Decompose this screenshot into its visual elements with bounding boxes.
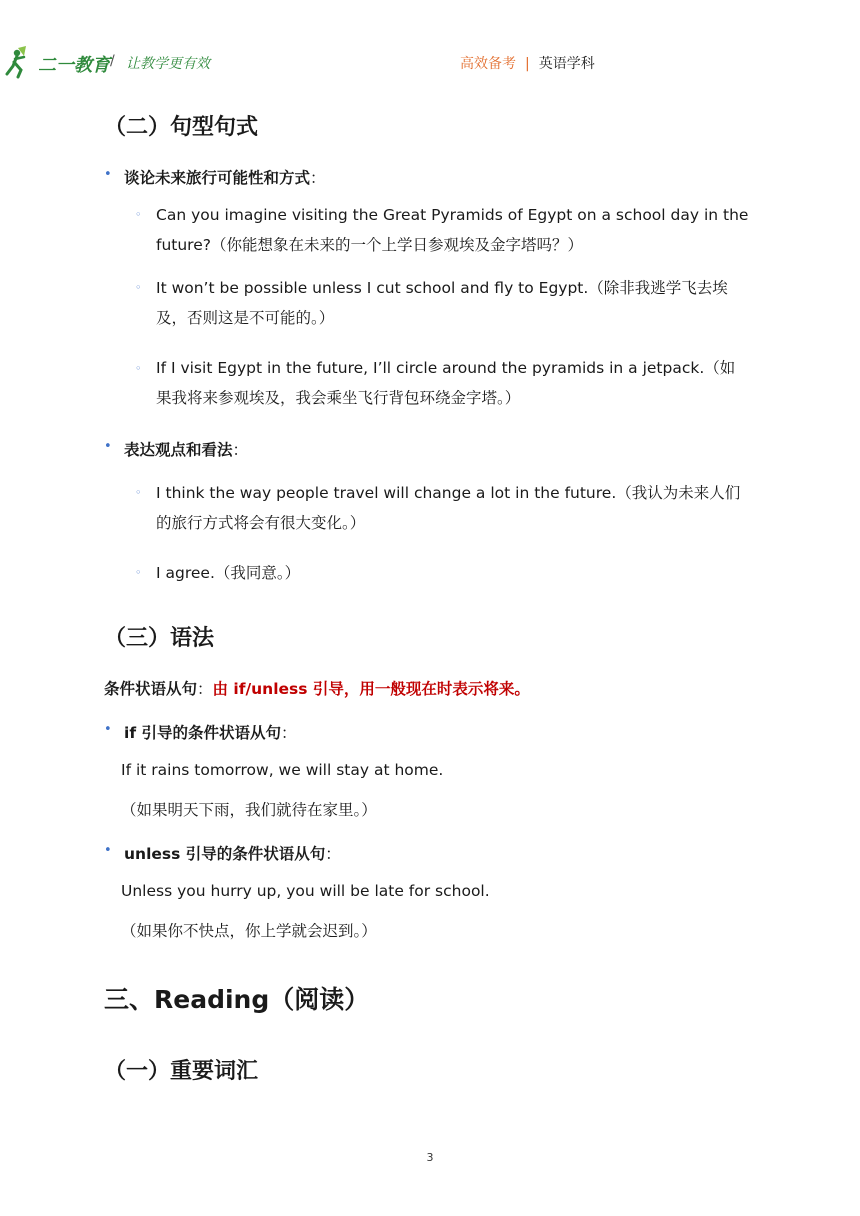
bullet-dot: •	[104, 439, 112, 454]
header-separator: |	[525, 56, 530, 72]
list-item: I think the way people travel will change a lot in the future.（我认为未来人们的旅行方式将会有很大变化。）	[156, 484, 741, 532]
bullet-dot: •	[104, 722, 112, 737]
sub-bullet-circle: ◦	[135, 362, 142, 375]
if-clause-label	[124, 721, 296, 743]
sub-bullet-circle: ◦	[135, 281, 142, 294]
header-subject: 英语学科	[538, 56, 595, 72]
grammar-rule-line	[104, 677, 530, 699]
label-colon: ：	[232, 441, 249, 459]
example-translation: （如果你不快点，你上学就会迟到。）	[121, 922, 377, 940]
label-colon: ：	[197, 680, 213, 698]
sub-bullet-circle: ◦	[135, 208, 142, 221]
if-clause-label-text: if 引导的条件状语从句	[124, 724, 281, 742]
label-colon: ：	[325, 845, 341, 863]
section-title-reading: 三、Reading（阅读）	[104, 985, 370, 1014]
header-right	[460, 53, 595, 73]
section-title-sentence-patterns: （二）句型句式	[104, 115, 259, 140]
unless-clause-label	[124, 842, 341, 864]
topic-label-travel	[124, 166, 326, 188]
example-translation: （如果明天下雨，我们就待在家里。）	[121, 801, 377, 819]
bullet-dot: •	[104, 167, 112, 182]
section-title-grammar: （三）语法	[104, 626, 215, 651]
page-number: 3	[426, 1151, 434, 1164]
topic-label-opinion-text: 表达观点和看法	[124, 441, 233, 459]
sub-bullet-circle: ◦	[135, 566, 142, 579]
list-item: It won’t be possible unless I cut school and fly to Egypt.（除非我逃学飞去埃及，否则这是不可能的。）	[156, 279, 728, 327]
topic-label-opinion	[124, 438, 248, 460]
example-sentence: If it rains tomorrow, we will stay at home.	[121, 761, 444, 779]
example-sentence: Unless you hurry up, you will be late for school.	[121, 882, 490, 900]
header-tagline: 高效备考	[460, 56, 516, 72]
label-colon: ：	[310, 169, 326, 187]
bullet-dot: •	[104, 843, 112, 858]
unless-clause-label-text: unless 引导的条件状语从句	[124, 845, 326, 863]
list-item: If I visit Egypt in the future, I’ll circle around the pyramids in a jetpack.（如果我将来参观埃及，我会乘坐飞行背包环绕金字塔。）	[156, 359, 736, 407]
grammar-label: 条件状语从句	[104, 680, 198, 698]
label-colon: ：	[280, 724, 297, 742]
section-title-vocabulary: （一）重要词汇	[104, 1059, 259, 1084]
brand-logo-text: 二一教育	[38, 55, 110, 76]
header-slash: /	[110, 53, 115, 69]
grammar-rule: 由 if/unless 引导，用一般现在时表示将来。	[212, 680, 530, 698]
sub-bullet-circle: ◦	[135, 486, 142, 499]
brand-slogan: 让教学更有效	[126, 56, 210, 72]
running-person-icon	[4, 44, 38, 80]
topic-label-travel-text: 谈论未来旅行可能性和方式	[124, 169, 311, 187]
list-item: I agree.（我同意。）	[156, 564, 301, 582]
list-item: Can you imagine visiting the Great Pyramids of Egypt on a school day in the future?（你能想象在未来的一个上学日参观埃及金字塔吗？）	[156, 206, 749, 254]
